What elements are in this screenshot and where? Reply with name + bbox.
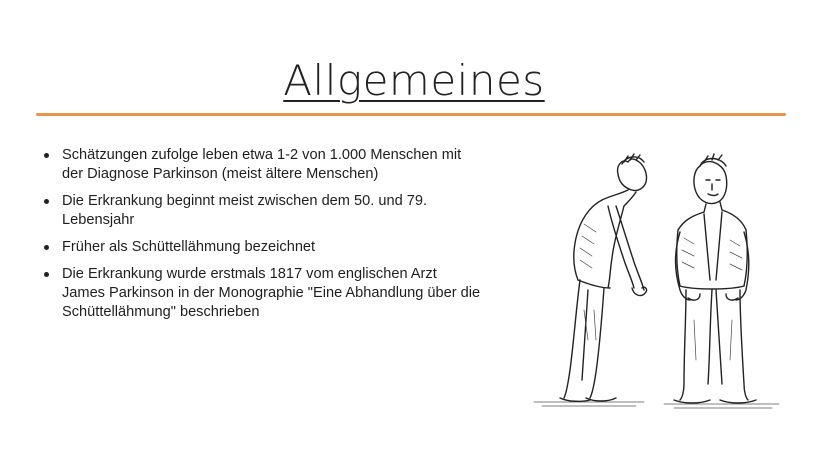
bullet-text: Früher als Schüttellähmung bezeichnet <box>62 239 316 255</box>
bullet-text: Schätzungen zufolge leben etwa 1-2 von 1.000 Menschen mit der Diagnose Parkinson (meist ältere Menschen) <box>62 147 462 182</box>
bullet-dot-icon <box>44 245 49 250</box>
bullet-text: Die Erkrankung wurde erstmals 1817 vom englischen Arzt James Parkinson in der Monographie "Eine Abhandlung über die Schüttellähmung" beschrieben <box>62 266 481 320</box>
sketch-image <box>524 140 792 420</box>
bullet-item <box>42 238 482 257</box>
bullet-item <box>42 265 482 322</box>
bullet-dot-icon <box>44 199 49 204</box>
slide-title: Allgemeines <box>283 56 545 105</box>
bullet-text: Die Erkrankung beginnt meist zwischen dem 50. und 79. Lebensjahr <box>62 193 428 228</box>
bullet-item <box>42 192 482 230</box>
bullet-dot-icon <box>44 272 49 277</box>
bullet-item <box>42 146 482 184</box>
bullet-dot-icon <box>44 153 49 158</box>
bullet-list <box>42 146 482 330</box>
title-divider <box>36 113 786 116</box>
parkinson-illustration <box>524 140 792 420</box>
